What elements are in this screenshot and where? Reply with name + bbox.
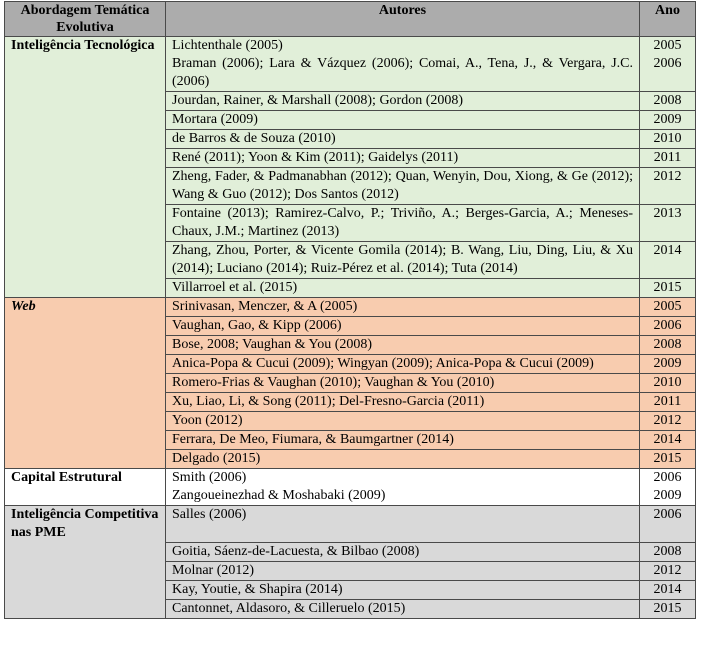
authors-cell [166,393,640,412]
year-cell [640,393,696,412]
year-value: 2005 [653,38,682,53]
category-cell-continued [5,279,166,298]
year-cell [640,298,696,317]
category-cell-continued [5,561,166,580]
author-entry: Anica-Popa & Cucui (2009); Wingyan (2009); Anica-Popa & Cucui (2009) [172,356,594,371]
category-label: Web [11,299,36,314]
header-authors: Autores [166,2,640,37]
year-value: 2008 [653,337,682,352]
table-row [5,92,696,111]
authors-cell [166,374,640,393]
year-cell [640,580,696,599]
year-value: 2015 [653,451,682,466]
authors-cell [166,561,640,580]
category-cell-continued [5,317,166,336]
table-row [5,111,696,130]
year-value: 2010 [653,131,682,146]
table-row [5,580,696,599]
author-entry: Bose, 2008; Vaughan & You (2008) [172,337,373,352]
table-row [5,599,696,618]
year-cell [640,506,696,543]
table-row [5,317,696,336]
category-cell-continued [5,393,166,412]
category-cell-continued [5,542,166,561]
authors-cell [166,149,640,168]
author-entry: Xu, Liao, Li, & Song (2011); Del-Fresno-Garcia (2011) [172,394,485,409]
category-cell-continued [5,205,166,242]
year-value: 2006 [653,56,682,71]
year-cell [640,205,696,242]
author-entry: Mortara (2009) [172,112,258,127]
table-row [5,393,696,412]
category-cell-continued [5,412,166,431]
year-cell [640,279,696,298]
year-cell [640,242,696,279]
year-cell [640,412,696,431]
year-value: 2009 [653,488,682,503]
table-row [5,279,696,298]
year-cell [640,168,696,205]
category-label: Inteligência Tecnológica [11,38,155,53]
author-entry: Braman (2006); Lara & Vázquez (2006); Comai, A., Tena, J., & Vergara, J.C. (2006) [172,56,633,89]
year-cell [640,542,696,561]
authors-cell [166,168,640,205]
category-label: Inteligência Competitiva nas PME [11,507,159,540]
year-value: 2008 [653,93,682,108]
year-value: 2006 [653,507,682,522]
category-cell [5,37,166,92]
author-entry: Fontaine (2013); Ramirez-Calvo, P.; Triviño, A.; Berges-Garcia, A.; Meneses-Chaux, J.M.; Martinez (2013) [172,206,633,239]
author-entry: Yoon (2012) [172,413,243,428]
year-value: 2012 [653,562,682,578]
author-entry: Molnar (2012) [172,562,255,578]
authors-cell [166,412,640,431]
category-cell-continued [5,242,166,279]
table-row [5,431,696,450]
year-cell [640,599,696,618]
year-value: 2014 [653,581,682,597]
category-cell-continued [5,336,166,355]
category-cell-continued [5,580,166,599]
category-cell-continued [5,450,166,469]
author-entry: Goitia, Sáenz-de-Lacuesta, & Bilbao (2008) [172,543,420,559]
table-row [5,336,696,355]
category-cell-continued [5,374,166,393]
category-cell-continued [5,111,166,130]
authors-cell [166,111,640,130]
authors-table [4,1,696,619]
header-approach: Abordagem Temática Evolutiva [5,2,166,37]
author-entry: Srinivasan, Menczer, & A (2005) [172,299,358,314]
year-cell [640,355,696,374]
category-cell-continued [5,149,166,168]
category-cell-continued [5,92,166,111]
author-entry: Smith (2006) [172,470,247,485]
table-row [5,469,696,506]
category-cell-continued [5,130,166,149]
authors-cell [166,317,640,336]
table-row [5,450,696,469]
year-value: 2006 [653,470,682,485]
category-cell-continued [5,431,166,450]
authors-cell [166,205,640,242]
category-cell [5,298,166,317]
authors-cell [166,469,640,506]
year-value: 2009 [653,112,682,127]
author-entry: Villarroel et al. (2015) [172,280,298,295]
year-cell [640,37,696,92]
year-value: 2014 [653,243,682,258]
category-label: Capital Estrutural [11,470,122,485]
authors-cell [166,450,640,469]
year-cell [640,450,696,469]
table-row [5,355,696,374]
table-row [5,542,696,561]
authors-cell [166,298,640,317]
table-row [5,561,696,580]
year-value: 2012 [653,413,682,428]
authors-cell [166,279,640,298]
table-row [5,298,696,317]
authors-cell [166,506,640,543]
author-entry: Ferrara, De Meo, Fiumara, & Baumgartner (2014) [172,432,454,447]
table-row [5,37,696,92]
table-body [5,37,696,619]
author-entry: Zhang, Zhou, Porter, & Vicente Gomila (2014); B. Wang, Liu, Ding, Liu, & Xu (2014); Luciano (2014); Ruiz-Pérez et al. (2014); Tuta (2014) [172,243,633,276]
author-entry: Kay, Youtie, & Shapira (2014) [172,581,343,597]
author-entry: Zangoueinezhad & Moshabaki (2009) [172,488,386,503]
category-cell-continued [5,355,166,374]
authors-cell [166,242,640,279]
header-row [5,2,696,37]
table-row [5,130,696,149]
year-value: 2005 [653,299,682,314]
authors-cell [166,355,640,374]
category-cell [5,469,166,506]
author-entry: René (2011); Yoon & Kim (2011); Gaidelys (2011) [172,150,459,165]
year-value: 2008 [653,543,682,559]
table-row [5,168,696,205]
year-value: 2012 [653,169,682,184]
year-cell [640,469,696,506]
author-entry: Jourdan, Rainer, & Marshall (2008); Gordon (2008) [172,93,464,108]
year-value: 2006 [653,318,682,333]
authors-cell [166,336,640,355]
header-year: Ano [640,2,696,37]
year-value: 2011 [653,150,682,165]
table-row [5,242,696,279]
authors-cell [166,92,640,111]
year-value: 2010 [653,375,682,390]
year-value: 2013 [653,206,682,221]
author-entry: Zheng, Fader, & Padmanabhan (2012); Quan, Wenyin, Dou, Xiong, & Ge (2012); Wang & Guo (2012); Dos Santos (2012) [172,169,633,202]
author-entry: Cantonnet, Aldasoro, & Cilleruelo (2015) [172,600,406,616]
year-cell [640,561,696,580]
authors-cell [166,37,640,92]
author-entry: de Barros & de Souza (2010) [172,131,336,146]
year-value: 2011 [653,394,682,409]
table-row [5,374,696,393]
table-row [5,205,696,242]
year-cell [640,317,696,336]
author-entry: Salles (2006) [172,507,247,522]
authors-cell [166,431,640,450]
table-row [5,412,696,431]
year-cell [640,374,696,393]
authors-cell [166,580,640,599]
authors-cell [166,542,640,561]
table-row [5,149,696,168]
author-entry: Lichtenthale (2005) [172,38,283,53]
year-value: 2009 [653,356,682,371]
year-cell [640,111,696,130]
author-entry: Delgado (2015) [172,451,261,466]
table-row [5,506,696,543]
category-cell-continued [5,599,166,618]
category-cell-continued [5,168,166,205]
year-cell [640,130,696,149]
year-cell [640,149,696,168]
authors-cell [166,130,640,149]
authors-cell [166,599,640,618]
year-value: 2015 [653,600,682,616]
year-cell [640,92,696,111]
year-value: 2014 [653,432,682,447]
category-cell [5,506,166,543]
year-value: 2015 [653,280,682,295]
author-entry: Vaughan, Gao, & Kipp (2006) [172,318,342,333]
year-cell [640,431,696,450]
year-cell [640,336,696,355]
author-entry: Romero-Frias & Vaughan (2010); Vaughan & You (2010) [172,375,495,390]
